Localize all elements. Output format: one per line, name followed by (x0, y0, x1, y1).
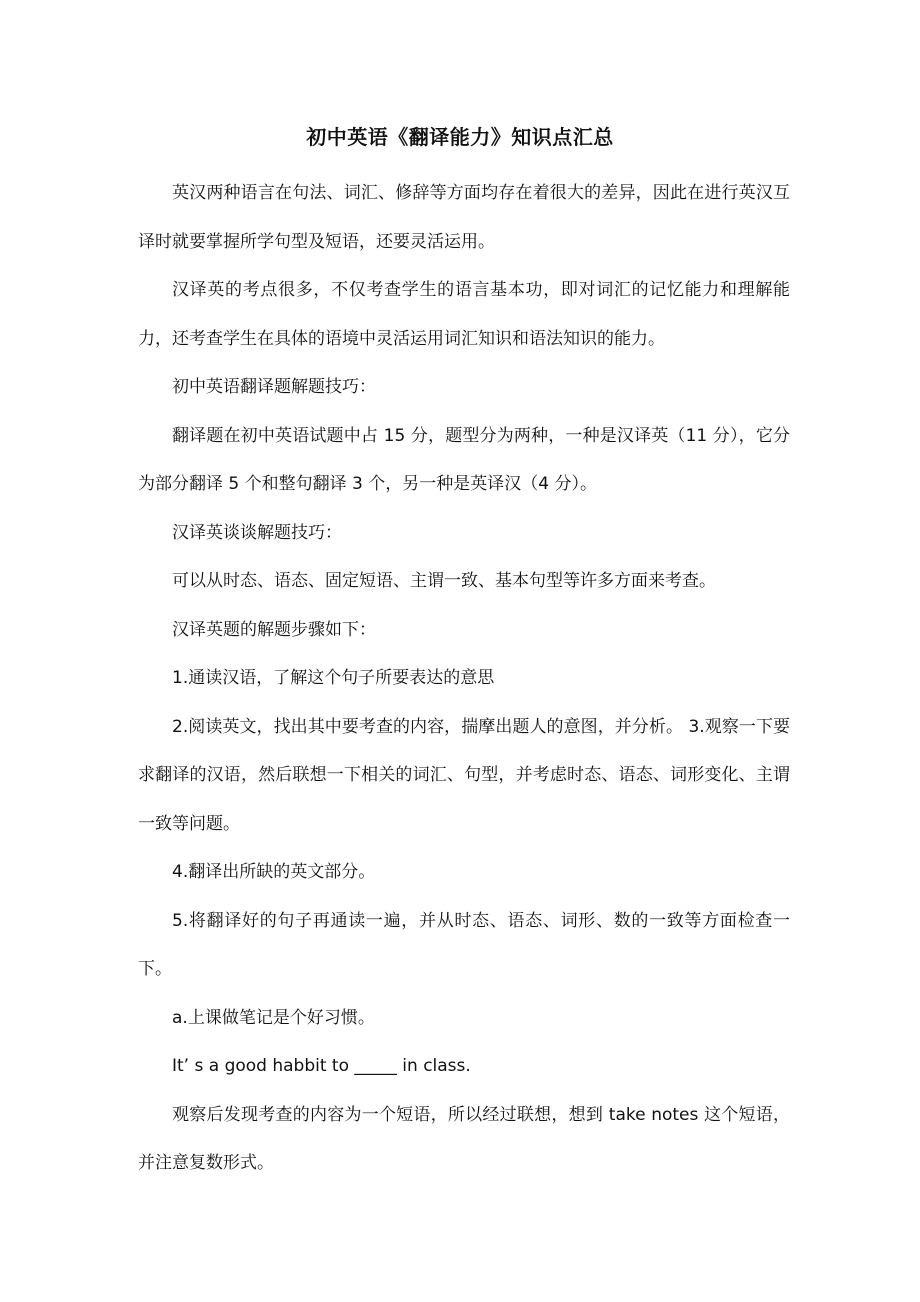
paragraph-step-4: 4.翻译出所缺的英文部分。 (172, 862, 376, 882)
paragraph-step-5: 5.将翻译好的句子再通读一遍，并从时态、语态、词形、数的一致等方面检查一下。 (138, 910, 790, 979)
paragraph-step-1: 1.通读汉语，了解这个句子所要表达的意思 (172, 668, 495, 688)
paragraph-score-info: 翻译题在初中英语试题中占 15 分，题型分为两种，一种是汉译英（11 分），它分为部分翻译 5 个和整句翻译 3 个，另一种是英译汉（4 分）。 (138, 425, 790, 494)
paragraph-example-sentence: It’ s a good habbit to _____ in class. (172, 1056, 471, 1076)
paragraph-tips-heading: 初中英语翻译题解题技巧： (172, 377, 376, 397)
document-title: 初中英语《翻译能力》知识点汇总 (306, 125, 614, 149)
paragraph-step-2-3: 2.阅读英文，找出其中要考查的内容，揣摩出题人的意图，并分析。 3.观察一下要求翻译的汉语，然后联想一下相关的词汇、句型，并考虑时态、语态、词形变化、主谓一致等问题。 (138, 716, 790, 834)
paragraph-aspects: 可以从时态、语态、固定短语、主谓一致、基本句型等许多方面来考查。 (172, 571, 716, 591)
paragraph-analysis: 观察后发现考查的内容为一个短语，所以经过联想，想到 take notes 这个短语，并注意复数形式。 (138, 1104, 790, 1173)
paragraph-example-a: a.上课做笔记是个好习惯。 (172, 1007, 375, 1028)
paragraph-intro: 英汉两种语言在句法、词汇、修辞等方面均存在着很大的差异，因此在进行英汉互译时就要掌握所学句型及短语，还要灵活运用。 (138, 183, 790, 252)
paragraph-exam-points: 汉译英的考点很多，不仅考查学生的语言基本功，即对词汇的记忆能力和理解能力，还考查学生在具体的语境中灵活运用词汇知识和语法知识的能力。 (138, 280, 790, 349)
document-body (138, 169, 790, 1188)
paragraph-c2e-heading: 汉译英谈谈解题技巧： (172, 522, 342, 543)
paragraph-steps-heading: 汉译英题的解题步骤如下： (172, 619, 376, 640)
